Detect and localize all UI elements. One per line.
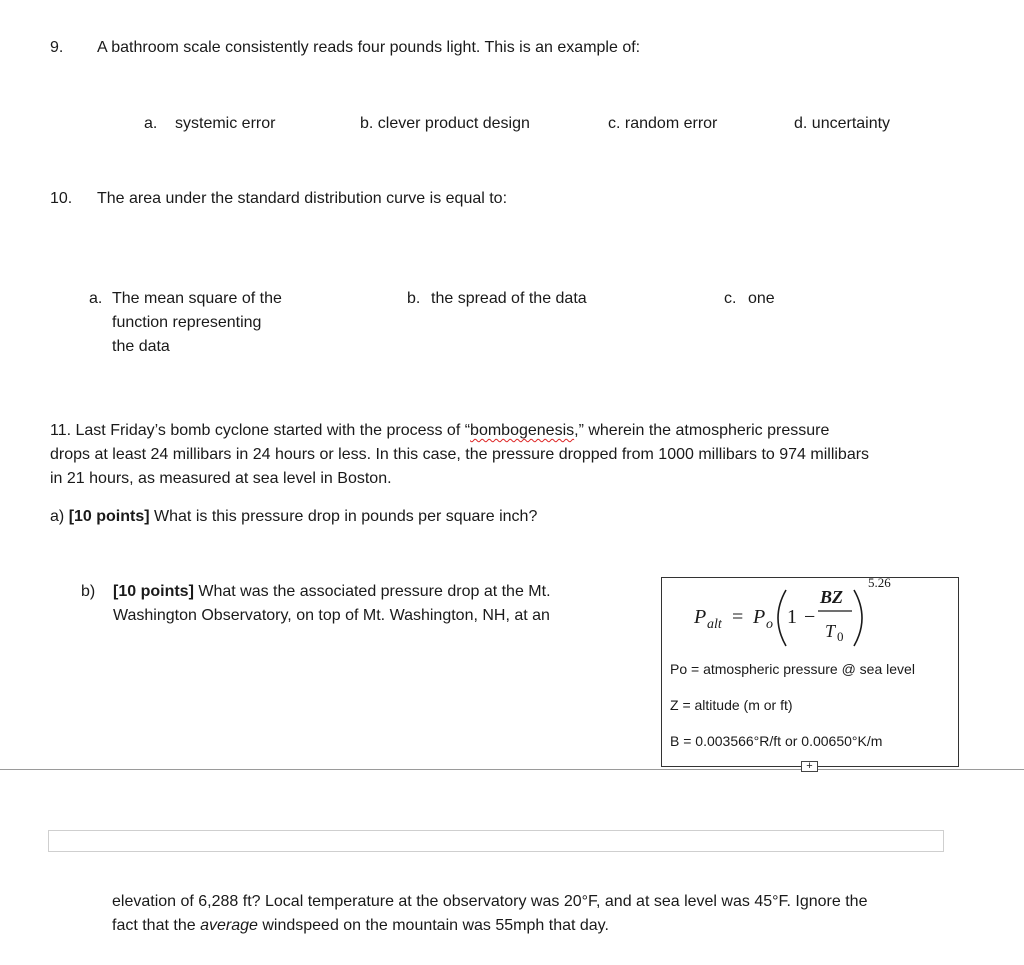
spellcheck-word[interactable]: bombogenesis — [470, 422, 575, 439]
q9-option-c: c. random error — [608, 115, 718, 132]
left-paren — [778, 590, 786, 646]
formula-exponent: 5.26 — [868, 578, 891, 590]
page-divider — [0, 769, 1024, 770]
formula-denominator-sub: 0 — [837, 629, 844, 644]
q9-option-a-label: a. — [144, 115, 158, 132]
q11-part-b-continuation2: fact that the average windspeed on the mountain was 55mph that day. — [112, 917, 609, 934]
formula-def-b: B = 0.003566°R/ft or 0.00650°K/m — [670, 733, 883, 749]
q11-part-b-line2: Washington Observatory, on top of Mt. Washington, NH, at an — [113, 607, 550, 624]
q10-option-b-label: b. — [407, 290, 421, 307]
q9-text: A bathroom scale consistently reads four pounds light. This is an example of: — [97, 39, 641, 56]
q11-line3: in 21 hours, as measured at sea level in Boston. — [50, 470, 392, 487]
table-move-handle-icon[interactable]: + — [801, 761, 818, 772]
q10-option-b: the spread of the data — [431, 290, 587, 307]
q9-option-a: systemic error — [175, 115, 276, 132]
formula-equals: = — [732, 606, 744, 628]
q10-option-c-label: c. — [724, 290, 737, 307]
q10-text: The area under the standard distribution curve is equal to: — [97, 190, 508, 207]
q10-option-a-label: a. — [89, 290, 103, 307]
q10-option-a-line2: function representing — [112, 314, 262, 331]
q11-part-b-line1: [10 points] What was the associated pressure drop at the Mt. — [113, 583, 551, 600]
formula-minus: − — [804, 606, 816, 628]
q11-line1: 11. Last Friday’s bomb cyclone started with the process of “bombogenesis,” wherein the atmospheric pressure — [50, 422, 830, 439]
formula-box — [661, 577, 959, 767]
q10-option-c: one — [748, 290, 775, 307]
formula-denominator: T — [825, 621, 836, 641]
q10-option-a-line1: The mean square of the — [112, 290, 282, 307]
formula-def-po: Po = atmospheric pressure @ sea level — [670, 661, 915, 677]
q11-part-b-continuation1: elevation of 6,288 ft? Local temperature at the observatory was 20°F, and at sea level was 45°F. Ignore the — [112, 893, 868, 910]
q10-option-a-line3: the data — [112, 338, 170, 355]
right-paren — [854, 590, 862, 646]
formula-numerator: BZ — [820, 587, 844, 607]
formula-p0-sub: o — [766, 617, 773, 632]
q9-option-d: d. uncertainty — [794, 115, 891, 132]
q9-number: 9. — [50, 39, 64, 56]
formula-p0: P — [753, 606, 766, 628]
formula-lhs: P — [694, 606, 707, 628]
answer-box[interactable] — [48, 830, 944, 852]
formula-one: 1 — [787, 606, 797, 628]
formula-lhs-sub: alt — [707, 617, 722, 632]
q11-part-b-label: b) — [81, 583, 96, 600]
q10-number: 10. — [50, 190, 73, 207]
q11-part-a: a) [10 points] What is this pressure drop in pounds per square inch? — [50, 508, 538, 525]
q9-option-b: b. clever product design — [360, 115, 530, 132]
formula-def-z: Z = altitude (m or ft) — [670, 697, 793, 713]
q11-line2: drops at least 24 millibars in 24 hours or less. In this case, the pressure dropped from 1000 millibars to 974 millibars — [50, 446, 870, 463]
